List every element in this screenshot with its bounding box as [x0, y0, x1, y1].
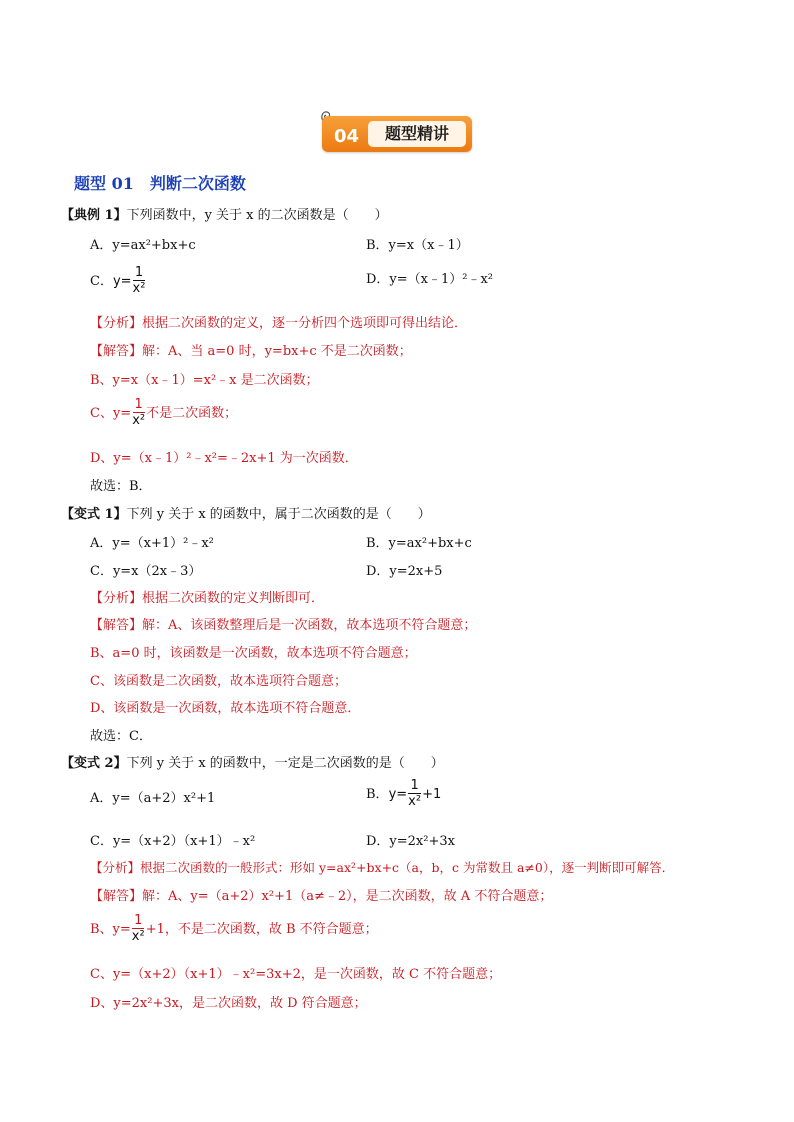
v2-answer-a: [90, 890, 552, 903]
v1-stem: 下列 y 关于 x 的函数中，属于二次函数的是（ ）: [126, 507, 431, 522]
v2-option-c: C．y=（x+2）（x+1）﹣x²: [90, 834, 256, 849]
v2-option-a: A．y=（a+2）x²+1: [90, 791, 216, 806]
fraction-denominator: x²: [131, 929, 145, 944]
v1-answer-tag: 【解答】: [90, 618, 143, 633]
v2-stem: 下列 y 关于 x 的函数中，一定是二次函数的是（ ）: [126, 756, 444, 771]
v1-option-d: D．y=2x+5: [366, 564, 443, 579]
section-title: 题型 01 判断二次函数: [74, 174, 246, 193]
ex1-analysis-text: 根据二次函数的定义，逐一分析四个选项即可得出结论．: [142, 316, 468, 331]
ex1-answer-a: [90, 345, 412, 358]
v1-tag: 【变式 1】: [61, 507, 127, 522]
v2-option-b-lhs: y=: [388, 786, 408, 802]
v2-tag: 【变式 2】: [61, 756, 127, 771]
v2-option-d: D．y=2x²+3x: [366, 834, 455, 849]
v2-answer-c: C、y=（x+2）（x+1）﹣x²=3x+2，是一次函数，故 C 不符合题意；: [90, 967, 502, 982]
ex1-option-c: [90, 266, 146, 296]
ex1-analysis: [90, 317, 467, 330]
v1-analysis-tag: 【分析】: [90, 591, 143, 606]
v2-answer-b: [90, 914, 378, 944]
ex1-analysis-tag: 【分析】: [90, 316, 143, 331]
v2-answer-b-fraction: [132, 914, 145, 944]
v1-option-c: C．y=x（2x﹣3）: [90, 564, 202, 579]
fraction-denominator: x²: [132, 281, 146, 296]
fraction-denominator: x²: [132, 413, 146, 428]
ex1-option-c-fraction: [133, 266, 146, 296]
ex1-answer-c-prefix: C、y=: [90, 405, 132, 421]
badge-title: 题型精讲: [368, 121, 466, 147]
ex1-option-c-prefix: C．: [90, 273, 113, 289]
fraction-denominator: x²: [408, 794, 422, 809]
ex1-answer-tag: 【解答】: [90, 344, 143, 359]
ex1-option-a: A．y=ax²+bx+c: [90, 238, 196, 253]
fraction-numerator: 1: [134, 265, 144, 280]
ex1-stem: 下列函数中，y 关于 x 的二次函数是（ ）: [126, 208, 388, 223]
v1-analysis: [90, 592, 324, 605]
v1-answer-c: C、该函数是二次函数，故本选项符合题意；: [90, 674, 347, 689]
ex1-answer-d: D、y=（x﹣1）²﹣x²=﹣2x+1 为一次函数．: [90, 451, 358, 466]
ex1-choose: 故选：B．: [90, 479, 152, 494]
v2-question: [61, 757, 444, 770]
v2-answer-b-prefix: B、y=: [90, 921, 131, 937]
ex1-answer-c: [90, 398, 237, 428]
v2-option-b: [366, 779, 441, 809]
v2-answer-a-text: 解：A、y=（a+2）x²+1（a≠﹣2），是二次函数，故 A 不符合题意；: [142, 889, 553, 904]
v2-analysis: [90, 862, 674, 875]
v1-answer-a: [90, 619, 476, 632]
fraction-numerator: 1: [410, 778, 419, 793]
v1-answer-b: B、a=0 时，该函数是一次函数，故本选项不符合题意；: [90, 646, 417, 661]
badge-background: [322, 116, 472, 152]
ex1-option-c-lhs: y=: [112, 273, 132, 289]
v1-question: [61, 508, 431, 521]
badge-number: 04: [334, 126, 360, 147]
v2-answer-tag: 【解答】: [90, 889, 143, 904]
v1-option-a: A．y=（x+1）²﹣x²: [90, 536, 214, 551]
ex1-answer-c-suffix: 不是二次函数；: [146, 405, 238, 421]
v2-analysis-tag: 【分析】: [90, 860, 141, 875]
section-badge: [318, 108, 474, 154]
v1-answer-a-text: 解：A、该函数整理后是一次函数，故本选项不符合题意；: [142, 618, 477, 633]
ex1-answer-a-text: 解：A、当 a=0 时，y=bx+c 不是二次函数；: [142, 344, 412, 359]
fraction-numerator: 1: [134, 913, 143, 928]
v1-answer-d: D、该函数是一次函数，故本选项不符合题意．: [90, 701, 361, 716]
v2-answer-d: D、y=2x²+3x，是二次函数，故 D 符合题意；: [90, 996, 367, 1011]
ex1-answer-b: B、y=x（x﹣1）=x²﹣x 是二次函数；: [90, 373, 319, 388]
v2-option-b-fraction: [408, 779, 421, 809]
v1-option-b: B．y=ax²+bx+c: [366, 536, 472, 551]
ex1-option-b: B．y=x（x﹣1）: [366, 238, 469, 253]
ex1-question: [61, 209, 388, 222]
v1-analysis-text: 根据二次函数的定义判断即可．: [142, 591, 325, 606]
ex1-answer-c-fraction: [132, 398, 145, 428]
ex1-option-d: D．y=（x﹣1）²﹣x²: [366, 272, 494, 287]
v2-analysis-text: 根据二次函数的一般形式：形如 y=ax²+bx+c（a，b，c 为常数且 a≠0），逐一判断即可解答．: [140, 860, 675, 875]
ex1-tag: 【典例 1】: [61, 208, 127, 223]
v2-answer-b-suffix: +1，不是二次函数，故 B 不符合题意；: [145, 921, 378, 937]
fraction-numerator: 1: [134, 397, 143, 412]
v2-option-b-prefix: B．: [366, 786, 389, 802]
v2-option-b-suffix: +1: [422, 786, 442, 802]
v1-choose: 故选：C．: [90, 729, 152, 744]
